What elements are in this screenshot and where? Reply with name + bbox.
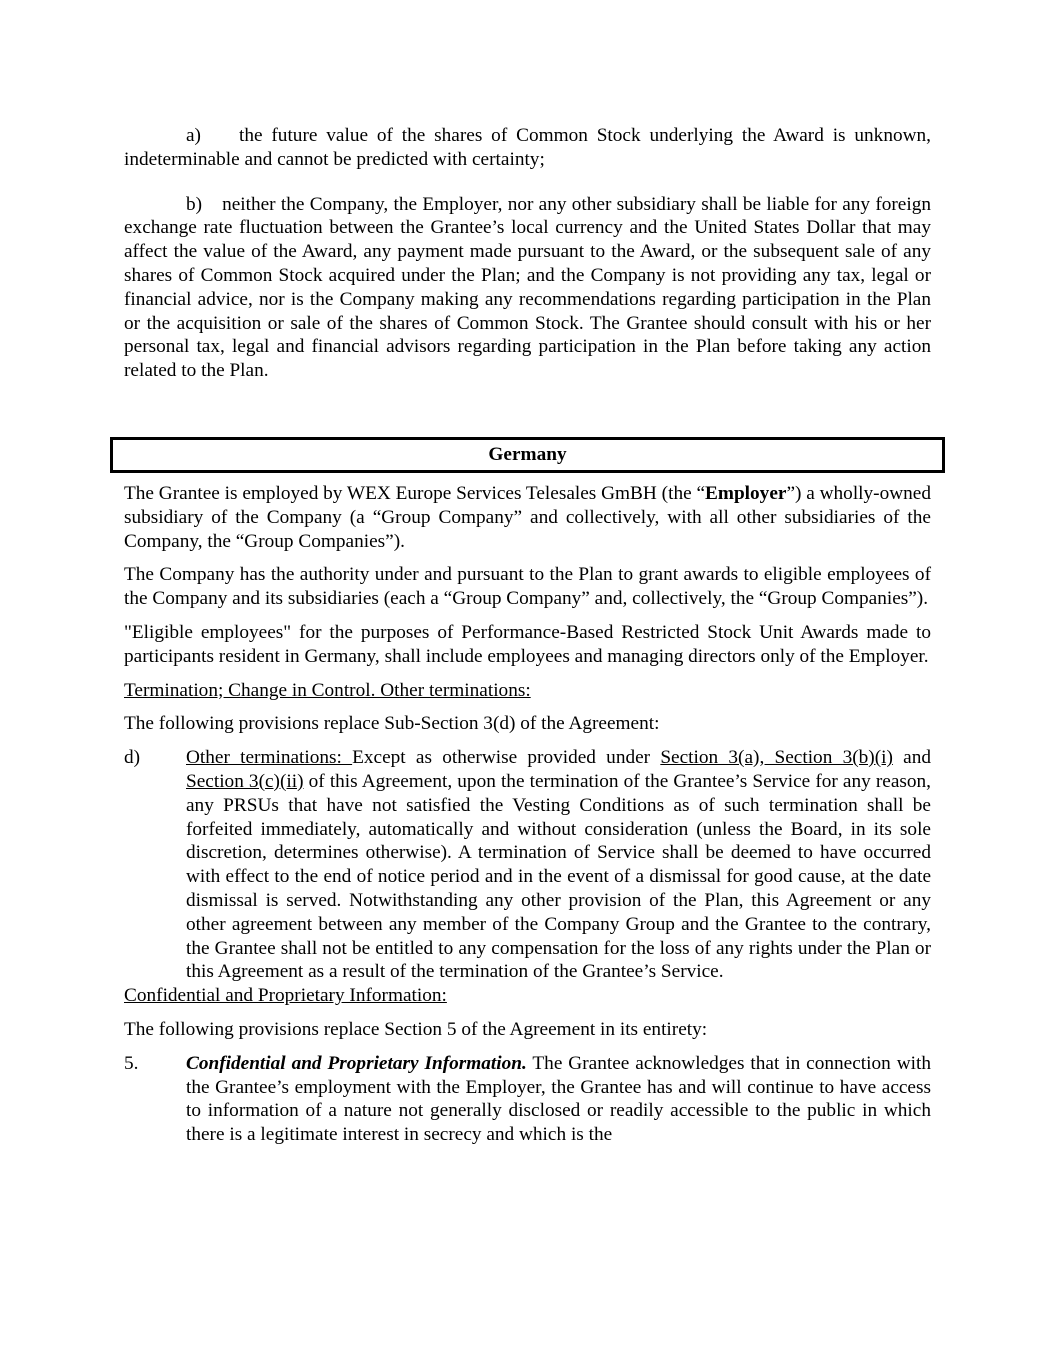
employer-term: Employer [705,483,787,504]
employed-text-1: The Grantee is employed by WEX Europe Services Telesales GmBH (the “ [124,483,706,504]
item-5-text: The Grantee acknowledges that in connection with the Grantee’s employment with the Employer, the Grantee has and will continue to have access to information of a nature not generally disclosed or readily accessible to the public in which there is a legitimate interest in secrecy and which is the [186,1052,931,1146]
item-5-label: 5. [124,1052,139,1074]
heading-termination [124,679,931,703]
heading-confidential [124,984,931,1008]
other-terminations-heading: Other terminations: [186,747,353,769]
item-d [124,746,931,984]
item-d-body [186,746,931,984]
authority-paragraph: The Company has the authority under and pursuant to the Plan to grant awards to eligible employees of the Company and its subsidiaries (each a “Group Company” and, collectively, the “Group Companies”). [124,564,931,610]
paragraph-b-text: neither the Company, the Employer, nor any other subsidiary shall be liable for any foreign exchange rate fluctuation between the Grantee’s local currency and the United States Dollar that may affect the value of the Award, any payment made pursuant to the Award, or the subsequent sale of any shares of Common Stock acquired under the Plan; and the Company is not providing any tax, legal or financial advice, nor is the Company making any recommendations regarding participation in the Plan or the acquisition or sale of the shares of Common Stock. The Grantee should consult with his or her personal tax, legal and financial advisors regarding participation in the Plan before taking any action related to the Plan. [124,193,931,382]
item-5-body [186,1052,931,1147]
item-d-text-1: Except as otherwise provided under [352,747,661,769]
heading-confidential-text: Confidential and Proprietary Information: [124,985,447,1007]
item-d-text-3: of this Agreement, upon the termination of the Grantee’s Service for any reason, any PRSUs that have not satisfied the Vesting Conditions as of such termination shall be forfeited immediately, automatically and without consideration (unless the Board, in its sole discretion, determines otherwise). A termination of Service shall be deemed to have occurred with effect to the end of notice period and in the event of a dismissal for good cause, at the date dismissal is served. Notwithstanding any other provision of the Plan, this Agreement or any other agreement between any member of the Company Group and the Grantee to the contrary, the Grantee shall not be entitled to any compensation for the loss of any rights under the Plan or this Agreement as a result of the termination of the Grantee’s Service. [186,770,931,983]
employed-paragraph [124,482,931,553]
banner-title: Germany [488,444,567,465]
eligible-paragraph: "Eligible employees" for the purposes of Performance-Based Restricted Stock Unit Awards made to participants resident in Germany, shall include employees and managing directors only of the Employer. [124,621,931,667]
item-d-label: d) [124,747,141,769]
document-top [124,124,931,383]
paragraph-b-label: b) [186,193,203,215]
item-d-text-2: and [892,747,931,769]
paragraph-b [124,193,931,383]
paragraph-a [124,124,931,172]
item-5 [124,1052,931,1147]
germany-section [124,482,931,1147]
paragraph-a-text: the future value of the shares of Common Stock underlying the Award is unknown, indeterminable and cannot be predicted with certainty; [124,125,931,170]
section-ref-3cii: Section 3(c)(ii) [186,770,304,792]
section-banner-germany [110,437,945,473]
section-ref-3a-3bi: Section 3(a), Section 3(b)(i) [660,747,893,769]
replace-3d-paragraph: The following provisions replace Sub-Section 3(d) of the Agreement: [124,713,660,735]
paragraph-a-label: a) [186,125,201,146]
heading-termination-text: Termination; Change in Control. Other terminations: [124,679,531,701]
employed-text-2: ”) a wholly-owned subsidiary of the Company (a “Group Company” and collectively, with all other subsidiaries of the Company, the “Group Companies”). [124,483,931,552]
item-5-heading: Confidential and Proprietary Information. [186,1052,527,1074]
replace-5-paragraph: The following provisions replace Section 5 of the Agreement in its entirety: [124,1018,708,1040]
